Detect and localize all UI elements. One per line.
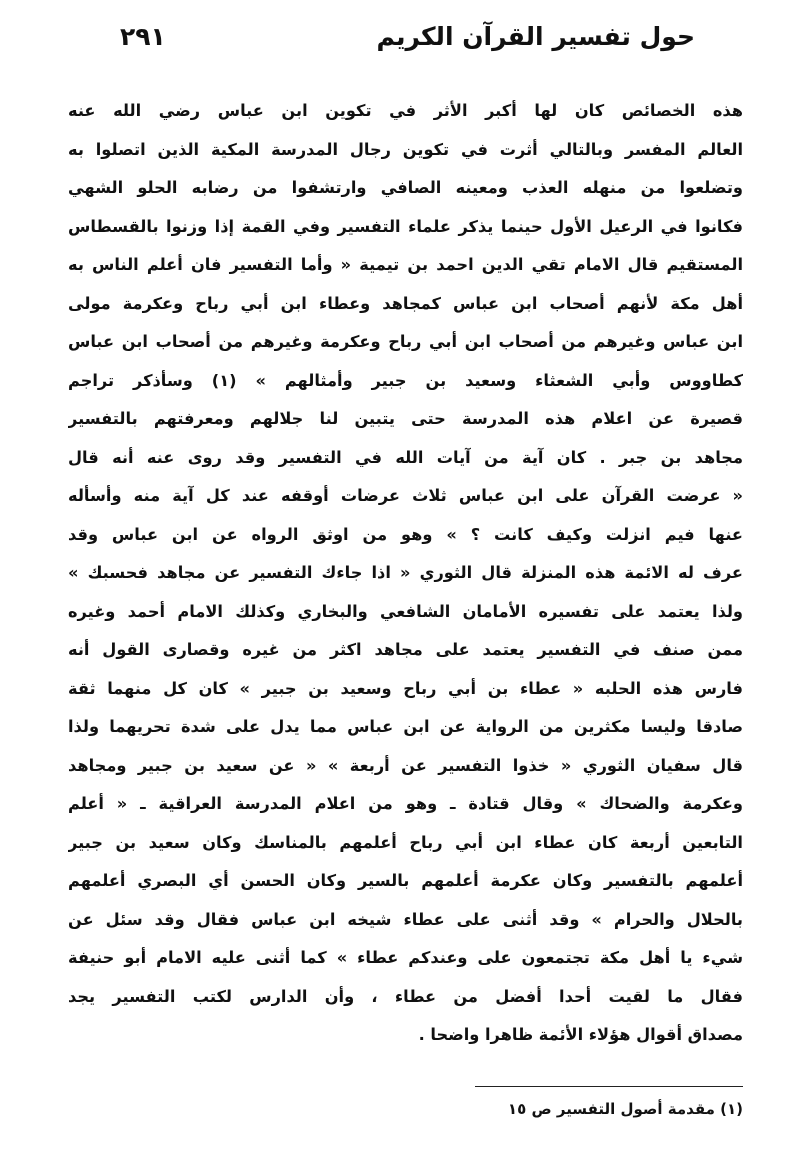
page-number: ٢٩١ <box>120 21 166 51</box>
text-line: المستقيم قال الامام تقي الدين احمد بن تيمية « وأما التفسير فان أعلم الناس به <box>68 255 743 274</box>
text-line: عنها فيم انزلت وكيف كانت ؟ » وهو من اوثق الرواه عن ابن عباس وقد <box>68 524 743 544</box>
text-line: قصيرة عن اعلام هذه المدرسة حتى يتبين لنا جلالهم ومعرفتهم بالتفسير <box>68 409 743 428</box>
text-line: ولذا يعتمد على تفسيره الأمامان الشافعي والبخاري وكذلك الامام أحمد وغيره <box>68 601 743 621</box>
text-line: مصداق أقوال هؤلاء الأئمة ظاهرا واضحا . <box>418 1025 743 1044</box>
text-line: مجاهد بن جبر . كان آية من آيات الله في التفسير وقد روى عنه أنه قال <box>68 447 743 467</box>
text-line: أهل مكة لأنهم أصحاب ابن عباس كمجاهد وعطاء ابن أبي رباح وعكرمة مولى <box>68 293 743 313</box>
footnote: (١) مقدمة أصول التفسير ص ١٥ <box>507 1100 743 1118</box>
text-line: « عرضت القرآن على ابن عباس ثلاث عرضات أوقفه عند كل آية منه وأسأله <box>68 486 743 505</box>
text-line: ابن عباس وغيرهم من أصحاب ابن أبي رباح وعكرمة وغيرهم من أصحاب ابن عباس <box>68 332 743 351</box>
footnote-separator <box>475 1086 743 1087</box>
text-line: العالم المفسر وبالتالي أثرت في تكوين رجال المدرسة المكية الذين اتصلوا به <box>68 139 743 159</box>
text-line: بالحلال والحرام » وقد أثنى على عطاء شيخه ابن عباس فقال وقد سئل عن <box>68 909 743 929</box>
text-line: فارس هذه الحلبه « عطاء بن أبي رباح وسعيد بن جبير » كان كل منهما ثقة <box>68 678 743 698</box>
text-line: ممن صنف في التفسير يعتمد على مجاهد اكثر من غيره وقصارى القول أنه <box>68 640 743 659</box>
text-line: كطاووس وأبي الشعثاء وسعيد بن جبير وأمثالهم » (١) وسأذكر تراجم <box>68 370 743 390</box>
text-line: التابعين أربعة كان عطاء ابن أبي رباح أعلمهم بالمناسك وكان سعيد بن جبير <box>68 832 743 852</box>
text-line: فقال ما لقيت أحدا أفضل من عطاء ، وأن الدارس لكتب التفسير يجد <box>68 986 743 1006</box>
text-line: وعكرمة والضحاك » وقال قتادة ـ وهو من اعلام المدرسة العراقية ـ « أعلم <box>68 794 743 813</box>
running-title: حول تفسير القرآن الكريم <box>376 21 695 51</box>
text-line: شيء يا أهل مكة تجتمعون على وعندكم عطاء » كما أثنى عليه الامام أبو حنيفة <box>68 948 743 967</box>
text-line: صادقا وليسا مكثرين من الرواية عن ابن عباس مما يدل على شدة تحريهما ولذا <box>68 717 743 736</box>
text-line: هذه الخصائص كان لها أكبر الأثر في تكوين ابن عباس رضي الله عنه <box>68 101 743 120</box>
text-line: فكانوا في الرعيل الأول حينما يذكر علماء التفسير وفي القمة إذا وزنوا بالقسطاس <box>68 216 743 236</box>
text-line: قال سفيان الثوري « خذوا التفسير عن أربعة » « عن سعيد بن جبير ومجاهد <box>68 755 743 775</box>
text-line: أعلمهم بالتفسير وكان عكرمة أعلمهم بالسير وكان الحسن أي البصري أعلمهم <box>68 871 743 890</box>
body-text <box>68 92 743 1055</box>
page-header <box>120 14 695 58</box>
text-line: وتضلعوا من منهله العذب ومعينه الصافي وارتشفوا من رضابه الحلو الشهي <box>68 178 743 197</box>
text-line: عرف له الائمة هذه المنزلة قال الثوري « اذا جاءك التفسير عن مجاهد فحسبك » <box>68 563 743 582</box>
